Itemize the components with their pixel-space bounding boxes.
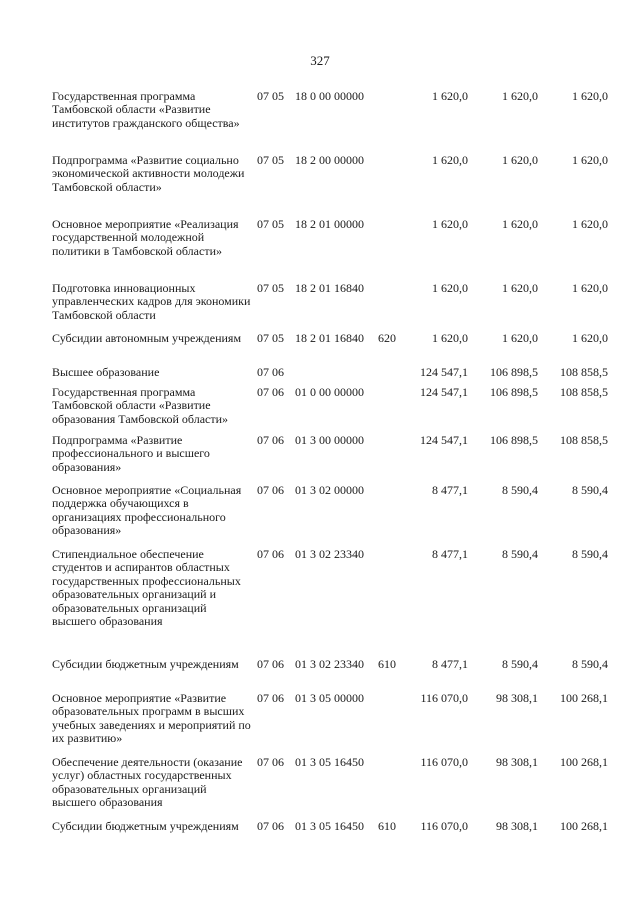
row-section: 07 05 — [257, 281, 284, 295]
row-article: 18 0 00 00000 — [295, 89, 364, 103]
row-article: 01 3 00 00000 — [295, 433, 364, 447]
row-value-2: 1 620,0 — [502, 281, 538, 295]
row-name: Субсидии бюджетным учреждениям — [52, 657, 239, 671]
row-section: 07 06 — [257, 691, 284, 705]
row-section: 07 05 — [257, 217, 284, 231]
row-article: 01 3 02 00000 — [295, 483, 364, 497]
row-article: 18 2 01 16840 — [295, 331, 364, 345]
row-value-1: 1 620,0 — [432, 331, 468, 345]
row-value-3: 100 268,1 — [560, 755, 608, 769]
row-section: 07 05 — [257, 331, 284, 345]
row-value-1: 116 070,0 — [420, 819, 468, 833]
row-value-1: 124 547,1 — [420, 433, 468, 447]
row-name: Субсидии автономным учреждениям — [52, 331, 242, 345]
row-section: 07 06 — [257, 483, 284, 497]
row-value-2: 1 620,0 — [502, 217, 538, 231]
row-article: 01 3 05 16450 — [295, 819, 364, 833]
row-section: 07 06 — [257, 755, 284, 769]
row-name: Основное мероприятие «Развитие образовательных программ в высших учебных заведениях и мероприятий по их развитию» — [52, 691, 251, 746]
row-value-3: 108 858,5 — [560, 365, 608, 379]
row-value-3: 100 268,1 — [560, 691, 608, 705]
row-value-2: 1 620,0 — [502, 331, 538, 345]
row-value-3: 1 620,0 — [572, 153, 608, 167]
row-value-2: 98 308,1 — [496, 691, 538, 705]
row-value-1: 1 620,0 — [432, 217, 468, 231]
row-name: Основное мероприятие «Социальная поддержка обучающихся в организациях профессионального образования» — [52, 483, 242, 538]
row-value-1: 116 070,0 — [420, 755, 468, 769]
row-name: Высшее образование — [52, 365, 160, 379]
row-article: 01 3 02 23340 — [295, 547, 364, 561]
row-article: 01 3 02 23340 — [295, 657, 364, 671]
row-article: 18 2 01 00000 — [295, 217, 364, 231]
row-section: 07 06 — [257, 385, 284, 399]
row-value-3: 8 590,4 — [572, 547, 608, 561]
row-value-1: 124 547,1 — [420, 365, 468, 379]
row-name: Подготовка инновационных управленческих кадров для экономики Тамбовской области — [52, 281, 251, 322]
row-value-1: 1 620,0 — [432, 153, 468, 167]
row-article: 18 2 01 16840 — [295, 281, 364, 295]
row-name: Обеспечение деятельности (оказание услуг) областных государственных образовательных организаций высшего образования — [52, 755, 243, 810]
row-expense-type: 610 — [378, 657, 396, 671]
row-article: 01 3 05 16450 — [295, 755, 364, 769]
row-expense-type: 610 — [378, 819, 396, 833]
row-name: Подпрограмма «Развитие профессионального и высшего образования» — [52, 433, 210, 474]
row-value-1: 8 477,1 — [432, 483, 468, 497]
row-name: Основное мероприятие «Реализация государственной молодежной политики в Тамбовской области» — [52, 217, 239, 258]
row-expense-type: 620 — [378, 331, 396, 345]
row-section: 07 05 — [257, 89, 284, 103]
row-value-2: 8 590,4 — [502, 547, 538, 561]
row-name: Субсидии бюджетным учреждениям — [52, 819, 239, 833]
row-name: Государственная программа Тамбовской области «Развитие институтов гражданского общества» — [52, 89, 240, 130]
row-value-3: 100 268,1 — [560, 819, 608, 833]
row-name: Стипендиальное обеспечение студентов и аспирантов областных государственных профессиональных образовательных организаций и образовательных организаций высшего образования — [52, 547, 241, 629]
row-value-2: 106 898,5 — [490, 433, 538, 447]
row-value-2: 98 308,1 — [496, 755, 538, 769]
row-value-3: 1 620,0 — [572, 331, 608, 345]
row-value-1: 1 620,0 — [432, 89, 468, 103]
row-section: 07 06 — [257, 819, 284, 833]
row-article: 01 3 05 00000 — [295, 691, 364, 705]
row-value-2: 1 620,0 — [502, 153, 538, 167]
row-section: 07 06 — [257, 657, 284, 671]
row-section: 07 06 — [257, 433, 284, 447]
row-value-3: 108 858,5 — [560, 385, 608, 399]
row-value-1: 1 620,0 — [432, 281, 468, 295]
row-value-3: 8 590,4 — [572, 483, 608, 497]
row-value-3: 108 858,5 — [560, 433, 608, 447]
row-article: 18 2 00 00000 — [295, 153, 364, 167]
row-name: Государственная программа Тамбовской области «Развитие образования Тамбовской области» — [52, 385, 229, 426]
row-value-2: 1 620,0 — [502, 89, 538, 103]
row-value-1: 116 070,0 — [420, 691, 468, 705]
row-value-2: 98 308,1 — [496, 819, 538, 833]
row-article: 01 0 00 00000 — [295, 385, 364, 399]
row-section: 07 06 — [257, 365, 284, 379]
page-number: 327 — [310, 53, 330, 68]
row-section: 07 05 — [257, 153, 284, 167]
row-value-3: 1 620,0 — [572, 217, 608, 231]
row-value-2: 8 590,4 — [502, 483, 538, 497]
row-value-2: 106 898,5 — [490, 385, 538, 399]
row-value-1: 8 477,1 — [432, 657, 468, 671]
row-value-2: 8 590,4 — [502, 657, 538, 671]
row-value-1: 8 477,1 — [432, 547, 468, 561]
row-value-3: 8 590,4 — [572, 657, 608, 671]
row-value-3: 1 620,0 — [572, 89, 608, 103]
row-value-1: 124 547,1 — [420, 385, 468, 399]
row-value-3: 1 620,0 — [572, 281, 608, 295]
row-name: Подпрограмма «Развитие социально экономической активности молодежи Тамбовской области» — [52, 153, 245, 194]
row-section: 07 06 — [257, 547, 284, 561]
row-value-2: 106 898,5 — [490, 365, 538, 379]
